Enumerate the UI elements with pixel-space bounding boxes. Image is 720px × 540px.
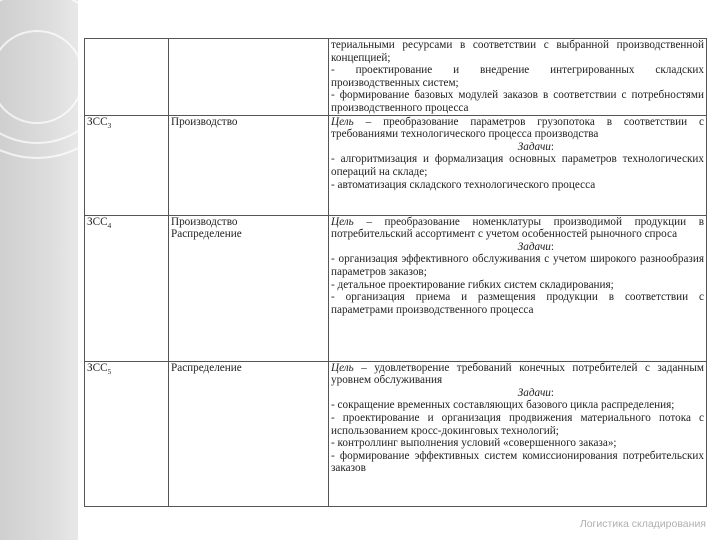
area-label: Производство — [171, 115, 238, 128]
tasks-heading: Задачи: — [517, 140, 554, 153]
task-item: териальными ресурсами в соответствии с выбранной производственной концепцией; — [331, 39, 704, 64]
tasks-heading: Задачи: — [517, 386, 554, 399]
area-label: Распределение — [171, 228, 242, 241]
code-subscript: 4 — [107, 220, 112, 230]
footer-caption: Логистика складирования — [579, 518, 706, 530]
area-cell — [169, 39, 329, 116]
area-label: Распределение — [171, 361, 242, 374]
goal-label: Цель — [331, 361, 354, 374]
goal-text — [331, 216, 704, 241]
goal-body: – преобразование параметров грузопотока в соответствии с требованиями технологического процесса производства — [331, 115, 704, 141]
task-item: - формирование базовых модулей заказов в соответствии с потребностями производственного процесса — [331, 89, 704, 114]
goal-text — [331, 362, 704, 387]
task-item: - организация приема и размещения продукции в соответствии с параметрами производственного процесса — [331, 291, 704, 316]
code-label: ЗСС — [87, 215, 108, 228]
task-item: - сокращение временных составляющих базового цикла распределения; — [331, 399, 675, 412]
tasks-label: Задачи — [517, 140, 551, 153]
code-subscript: 3 — [107, 120, 112, 130]
task-item: - проектирование и внедрение интегрированных складских производственных систем; — [331, 64, 704, 89]
code-cell — [85, 361, 169, 506]
goal-label: Цель — [331, 115, 354, 128]
table-row — [85, 115, 707, 215]
task-item: - детальное проектирование гибких систем складирования; — [331, 278, 614, 291]
goal-text — [331, 116, 704, 141]
goal-body: – удовлетворение требований конечных потребителей с заданным уровнем обслуживания — [331, 361, 704, 387]
description-cell — [329, 39, 707, 116]
description-cell — [329, 215, 707, 361]
task-item: - автоматизация складского технологического процесса — [331, 178, 596, 191]
area-cell — [169, 115, 329, 215]
description-cell — [329, 115, 707, 215]
area-cell — [169, 215, 329, 361]
task-item: - контроллинг выполнения условий «совершенного заказа»; — [331, 437, 617, 450]
code-cell — [85, 115, 169, 215]
code-subscript: 5 — [107, 366, 112, 376]
tasks-label: Задачи — [517, 240, 551, 253]
task-item: - алгоритмизация и формализация основных параметров технологических операций на складе; — [331, 153, 704, 178]
code-cell — [85, 39, 169, 116]
task-item: - организация эффективного обслуживания с учетом широкого разнообразия параметров заказов; — [331, 253, 704, 278]
task-item: - формирование эффективных систем комиссионирования потребительских заказов — [331, 449, 704, 475]
goal-label: Цель — [331, 215, 354, 228]
table-row — [85, 39, 707, 116]
decorative-sidebar — [0, 0, 78, 540]
code-cell — [85, 215, 169, 361]
goal-body: – преобразование номенклатуры производимой продукции в потребительский ассортимент с учетом особенностей рыночного спроса — [331, 215, 704, 241]
area-label: Производство — [171, 215, 238, 228]
tasks-label: Задачи — [517, 386, 551, 399]
warehouse-tasks-table — [84, 38, 707, 507]
area-cell — [169, 361, 329, 506]
description-cell — [329, 361, 707, 506]
code-label: ЗСС — [87, 361, 108, 374]
task-item: - проектирование и организация продвижения материального потока с использованием кросс-докинговых технологий; — [331, 411, 704, 437]
table-row — [85, 215, 707, 361]
code-label: ЗСС — [87, 115, 108, 128]
table-row — [85, 361, 707, 506]
tasks-heading: Задачи: — [517, 240, 554, 253]
